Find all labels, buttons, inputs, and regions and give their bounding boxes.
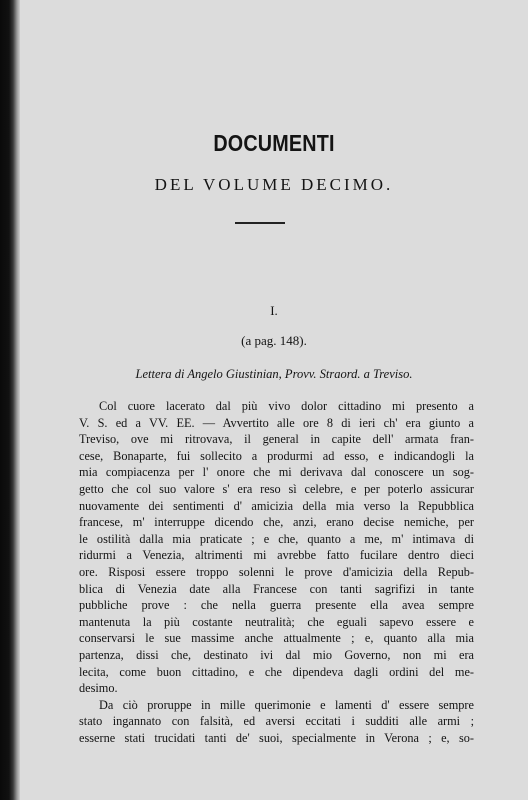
text-line: conservarsi le sue massime anche attualmente ; e, quanto alla mia xyxy=(79,631,474,646)
text-line: Treviso, ove mi ritrovava, il general in capite dell' armata fran- xyxy=(79,432,474,447)
text-line: Da ciò proruppe in mille querimonie e lamenti d' essere sempre xyxy=(99,697,474,712)
text-line: pubbliche prove : che nella guerra presente ella avea sempre xyxy=(79,598,474,613)
document-heading: DOCUMENTI xyxy=(213,130,335,156)
page-reference: (a pag. 148). xyxy=(241,333,307,348)
text-line: ridurmi a Venezia, altrimenti mi avrebbe fatto fucilare dentro dieci xyxy=(79,548,474,563)
text-line: esserne stati trucidati tanti de' suoi, specialmente in Verona ; e, so- xyxy=(79,730,474,745)
book-spine-shadow xyxy=(0,0,20,800)
document-subheading: DEL VOLUME DECIMO. xyxy=(154,175,394,194)
letter-title: Lettera di Angelo Giustinian, Provv. Straord. a Treviso. xyxy=(135,367,413,381)
text-line: V. S. ed a VV. EE. — Avvertito alle ore 8 di ieri ch' era giunto a xyxy=(79,415,474,430)
letter-body xyxy=(79,398,474,746)
section-divider xyxy=(235,222,285,224)
text-line: mia compiacenza per l' onore che mi derivava dal conoscere un sog- xyxy=(79,465,474,480)
document-page xyxy=(20,0,528,800)
text-line: lecita, come buon cittadino, e che dipendeva dagli ordini del me- xyxy=(79,664,474,679)
text-line: desimo. xyxy=(79,681,118,696)
text-line: nuovamente dei sentimenti d' amicizia della mia verso la Repubblica xyxy=(79,498,474,513)
text-line: getto che col suo valore s' era reso sì celebre, e per poterlo assicurar xyxy=(79,481,474,496)
text-line: blica di Venezia date alla Francese con tanti sagrifizi in tante xyxy=(79,581,474,596)
section-numeral: I. xyxy=(270,303,278,318)
text-line: le ostilità dalla mia praticate ; e che, quanto a me, m' intimava di xyxy=(79,531,474,546)
text-line: ore. Risposi essere troppo solenni le prove d'amicizia della Repub- xyxy=(79,564,474,579)
text-line: mantenuta la più costante neutralità; che eguali sapevo essere e xyxy=(79,614,474,629)
text-line: francese, m' interruppe dicendo che, anzi, erano decise nemiche, per xyxy=(79,515,474,530)
text-line: partenza, dissi che, destinato ivi dal mio Governo, non mi era xyxy=(79,647,474,662)
text-line: Col cuore lacerato dal più vivo dolor cittadino mi presento a xyxy=(99,399,474,413)
text-line: cese, Bonaparte, fui sollecito a produrmi ad esso, e indicandogli la xyxy=(79,448,474,463)
text-line: stato ingannato con falsità, ed aversi eccitati i sudditi alle armi ; xyxy=(79,714,474,729)
